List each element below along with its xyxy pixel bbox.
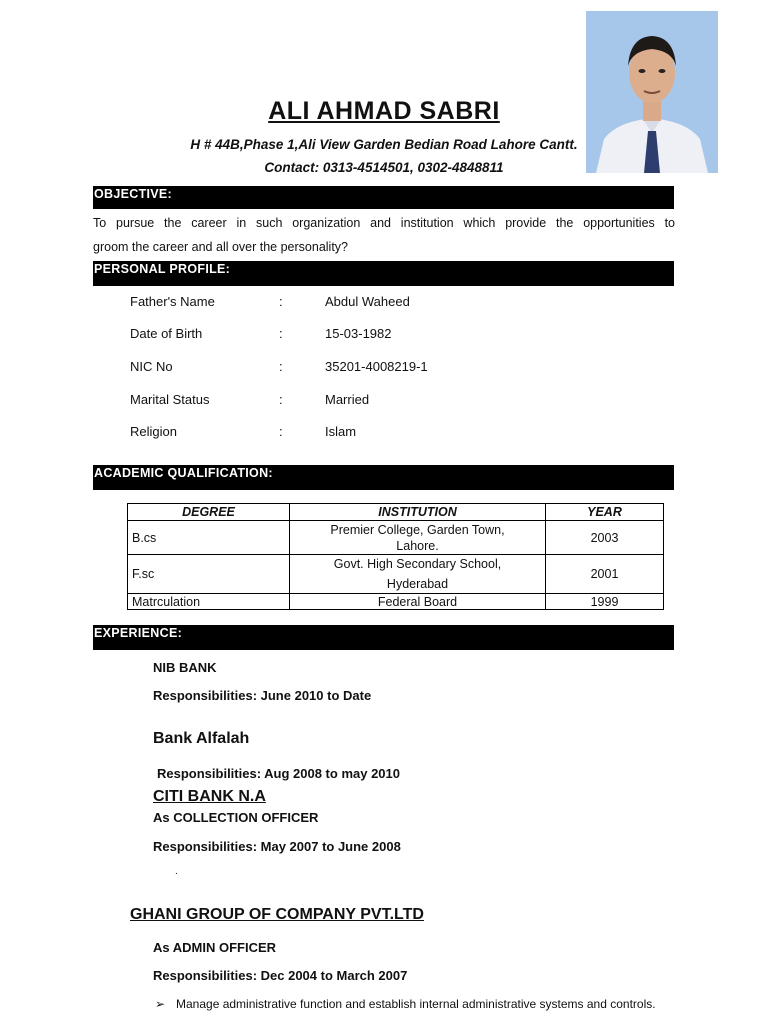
- degree-cell: F.sc: [128, 555, 290, 594]
- objective-text: [93, 211, 675, 259]
- profile-label: Religion: [130, 424, 177, 439]
- profile-separator: :: [279, 326, 283, 341]
- profile-separator: :: [279, 392, 283, 407]
- institution-line: Hyderabad: [386, 577, 449, 591]
- profile-label: Marital Status: [130, 392, 210, 407]
- stray-dot: .: [175, 866, 178, 877]
- profile-value: Married: [325, 392, 370, 407]
- profile-value: 35201-4008219-1: [325, 359, 428, 374]
- section-heading-academic: ACADEMIC QUALIFICATION:: [93, 465, 674, 490]
- employer-citi-bank: CITI BANK N.A: [153, 788, 266, 805]
- contact-numbers: Contact: 0313-4514501, 0302-4848811: [264, 160, 504, 175]
- employer-ghani-group: GHANI GROUP OF COMPANY PVT.LTD: [130, 906, 424, 923]
- candidate-name: ALI AHMAD SABRI: [268, 97, 500, 125]
- table-row: [128, 521, 664, 555]
- year-cell: 1999: [546, 594, 664, 610]
- year-cell: 2003: [546, 521, 664, 555]
- profile-value: Islam: [325, 424, 357, 439]
- column-header-institution: INSTITUTION: [290, 504, 546, 521]
- profile-value: 15-03-1982: [325, 326, 392, 341]
- year-cell: 2001: [546, 555, 664, 594]
- section-heading-personal-profile: PERSONAL PROFILE:: [93, 261, 674, 286]
- bullet-arrow-icon: ➢: [155, 997, 166, 1011]
- citi-role: As COLLECTION OFFICER: [153, 810, 319, 825]
- objective-line-2: groom the career and all over the personality?: [93, 240, 349, 254]
- column-header-degree: DEGREE: [128, 504, 290, 521]
- profile-separator: :: [279, 424, 283, 439]
- institution-cell: [290, 555, 546, 594]
- responsibility-bullet-text: Manage administrative function and establish internal administrative systems and controls.: [176, 997, 656, 1011]
- degree-cell: B.cs: [128, 521, 290, 555]
- table-header-row: [128, 504, 664, 521]
- institution-line: Govt. High Secondary School,: [333, 557, 502, 571]
- profile-separator: :: [279, 359, 283, 374]
- section-heading-objective: OBJECTIVE:: [93, 186, 674, 209]
- ghani-responsibilities: Responsibilities: Dec 2004 to March 2007: [153, 968, 408, 983]
- citi-responsibilities: Responsibilities: May 2007 to June 2008: [153, 839, 401, 854]
- objective-line-1: To pursue the career in such organization and institution which provide the opportunities to: [93, 216, 675, 230]
- alfalah-responsibilities: Responsibilities: Aug 2008 to may 2010: [157, 766, 400, 781]
- section-heading-experience: EXPERIENCE:: [93, 625, 674, 650]
- ghani-role: As ADMIN OFFICER: [153, 940, 277, 955]
- column-header-year: YEAR: [546, 504, 664, 521]
- institution-line: Premier College, Garden Town,: [330, 522, 505, 537]
- profile-separator: :: [279, 294, 283, 309]
- institution-cell: [290, 521, 546, 555]
- profile-label: Date of Birth: [130, 326, 203, 341]
- institution-line: Lahore.: [396, 538, 439, 553]
- profile-label: NIC No: [130, 359, 173, 374]
- nib-responsibilities: Responsibilities: June 2010 to Date: [153, 688, 372, 703]
- degree-cell: Matrculation: [128, 594, 290, 610]
- address: H # 44B,Phase 1,Ali View Garden Bedian Road Lahore Cantt.: [190, 137, 578, 152]
- table-row: [128, 555, 664, 594]
- profile-value: Abdul Waheed: [325, 294, 410, 309]
- academic-table: [127, 503, 664, 610]
- table-row: [128, 594, 664, 610]
- employer-bank-alfalah: Bank Alfalah: [153, 730, 250, 747]
- profile-label: Father's Name: [130, 294, 215, 309]
- institution-cell: Federal Board: [290, 594, 546, 610]
- employer-nib-bank: NIB BANK: [153, 660, 217, 675]
